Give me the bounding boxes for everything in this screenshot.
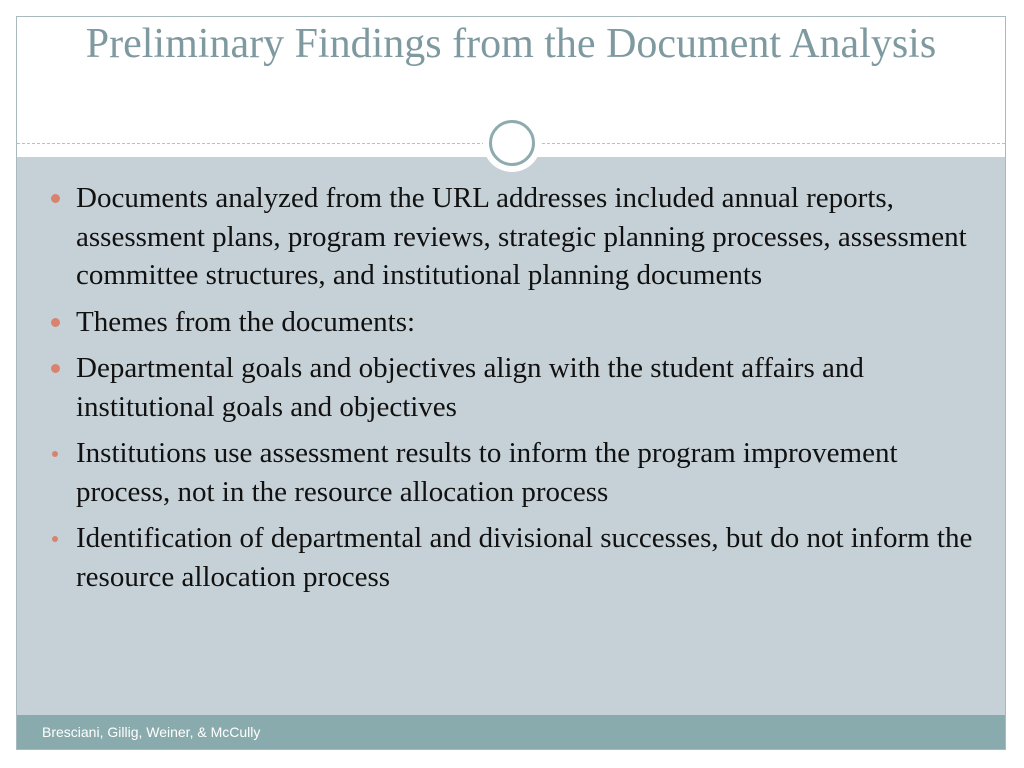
bullet-text: Themes from the documents:	[76, 305, 416, 338]
bullet-item	[49, 179, 983, 295]
footer-bar	[17, 715, 1005, 749]
ring-icon	[489, 120, 535, 166]
bullet-item	[49, 434, 983, 511]
bullet-dot-icon	[51, 318, 60, 327]
bullet-text: Documents analyzed from the URL addresses included annual reports, assessment plans, program reviews, strategic planning processes, assessment committee structures, and institutional planning documents	[76, 182, 967, 291]
bullet-item	[49, 519, 983, 596]
bullet-list	[49, 179, 983, 604]
slide	[16, 16, 1006, 750]
bullet-text: Identification of departmental and divisional successes, but do not inform the resource allocation process	[76, 522, 973, 593]
bullet-dot-icon	[51, 364, 60, 373]
bullet-item	[49, 349, 983, 426]
footer-authors: Bresciani, Gillig, Weiner, & McCully	[42, 724, 261, 740]
bullet-text: Departmental goals and objectives align with the student affairs and institutional goals and objectives	[76, 352, 864, 423]
bullet-dot-icon	[52, 536, 58, 542]
slide-title: Preliminary Findings from the Document Analysis	[85, 21, 937, 67]
circle-ornament-icon	[483, 114, 541, 172]
bullet-text: Institutions use assessment results to inform the program improvement process, not in the resource allocation process	[76, 437, 898, 508]
bullet-dot-icon	[52, 451, 58, 457]
bullet-dot-icon	[51, 194, 60, 203]
bullet-item	[49, 303, 983, 342]
